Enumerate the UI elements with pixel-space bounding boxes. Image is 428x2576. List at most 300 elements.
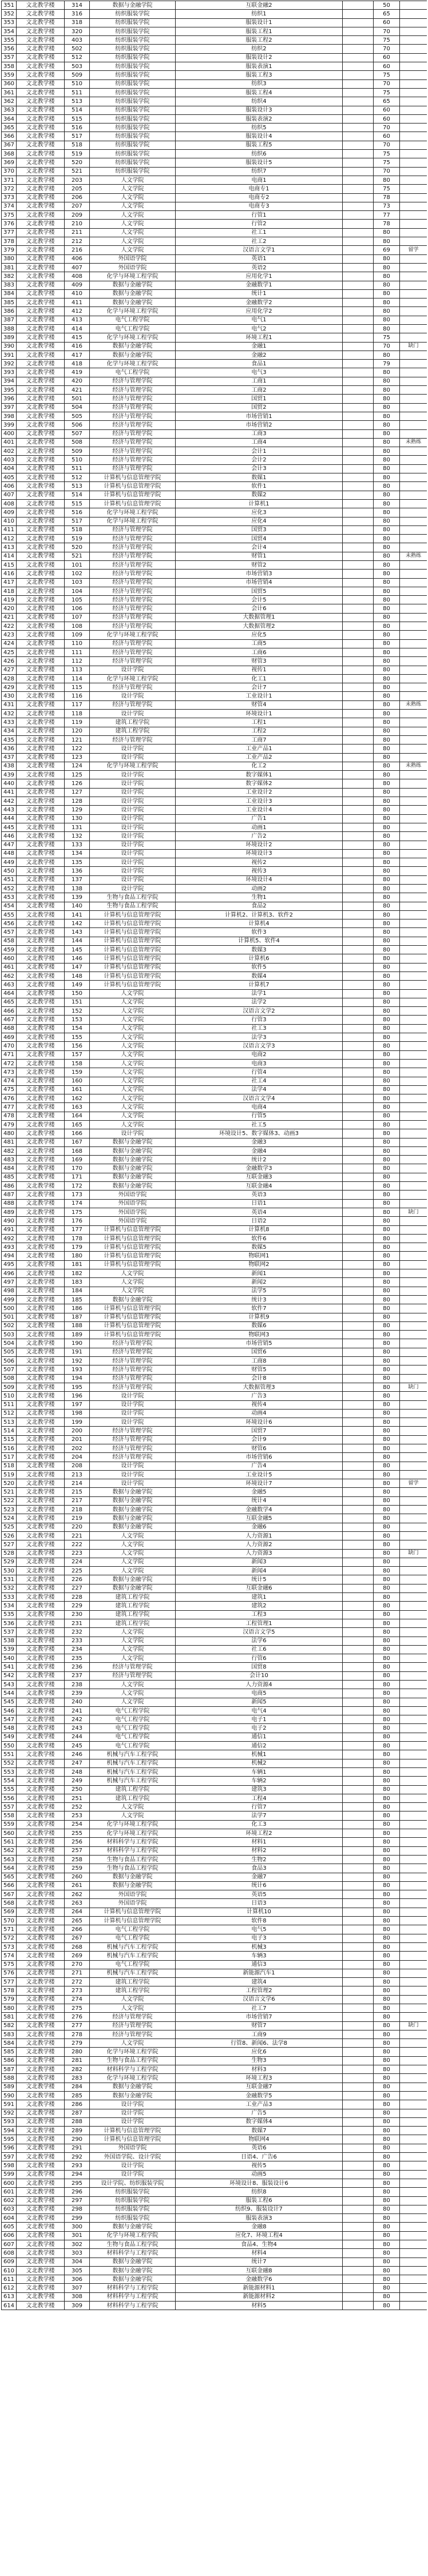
remark bbox=[400, 1470, 427, 1479]
blank-cell bbox=[343, 1610, 374, 1619]
student-count: 80 bbox=[374, 1890, 400, 1899]
table-row bbox=[2, 2258, 427, 2266]
exam-building: 文北教学楼 bbox=[17, 2179, 65, 2187]
row-index: 610 bbox=[2, 2266, 17, 2275]
table-row bbox=[2, 1523, 427, 1531]
room-number: 123 bbox=[65, 753, 90, 762]
room-number: 179 bbox=[65, 1243, 90, 1252]
row-index: 378 bbox=[2, 237, 17, 246]
class-name: 物联网2 bbox=[176, 1260, 343, 1269]
class-name: 法学5 bbox=[176, 1287, 343, 1295]
blank-cell bbox=[343, 1820, 374, 1829]
school-name: 数据与金融学院 bbox=[90, 2258, 176, 2266]
room-number: 269 bbox=[65, 1952, 90, 1960]
table-row bbox=[2, 360, 427, 368]
exam-building: 文北教学楼 bbox=[17, 1549, 65, 1558]
student-count: 80 bbox=[374, 1724, 400, 1733]
class-name: 汉语言文学3 bbox=[176, 1042, 343, 1050]
table-row bbox=[2, 1978, 427, 1986]
remark bbox=[400, 596, 427, 604]
exam-building: 文北教学楼 bbox=[17, 1506, 65, 1514]
remark bbox=[400, 1024, 427, 1033]
exam-building: 文北教学楼 bbox=[17, 438, 65, 447]
remark bbox=[400, 1016, 427, 1024]
class-name: 工程2 bbox=[176, 727, 343, 735]
school-name: 人文学院 bbox=[90, 1628, 176, 1637]
exam-building: 文北教学楼 bbox=[17, 2109, 65, 2117]
student-count: 80 bbox=[374, 2004, 400, 2012]
exam-building: 文北教学楼 bbox=[17, 1969, 65, 1977]
remark bbox=[400, 202, 427, 210]
class-name: 工程1 bbox=[176, 718, 343, 727]
exam-building: 文北教学楼 bbox=[17, 570, 65, 578]
blank-cell bbox=[343, 1908, 374, 1916]
row-index: 498 bbox=[2, 1287, 17, 1295]
class-name: 行管2 bbox=[176, 220, 343, 228]
remark bbox=[400, 1374, 427, 1383]
school-name: 外国语学院、设计学院 bbox=[90, 2153, 176, 2161]
exam-building: 文北教学楼 bbox=[17, 1881, 65, 1890]
exam-building: 文北教学楼 bbox=[17, 1042, 65, 1050]
table-row bbox=[2, 535, 427, 543]
room-number: 257 bbox=[65, 1846, 90, 1855]
room-number: 209 bbox=[65, 211, 90, 220]
school-name: 人文学院 bbox=[90, 176, 176, 184]
row-index: 488 bbox=[2, 1199, 17, 1208]
class-name: 应化6 bbox=[176, 2048, 343, 2056]
class-name: 工商2 bbox=[176, 386, 343, 395]
blank-cell bbox=[343, 1811, 374, 1820]
student-count: 80 bbox=[374, 1637, 400, 1645]
blank-cell bbox=[343, 1637, 374, 1645]
student-count: 80 bbox=[374, 1733, 400, 1741]
student-count: 80 bbox=[374, 928, 400, 937]
exam-building: 文北教学楼 bbox=[17, 622, 65, 631]
row-index: 454 bbox=[2, 902, 17, 910]
school-name: 设计学院 bbox=[90, 666, 176, 674]
class-name: 电气1 bbox=[176, 316, 343, 324]
student-count: 80 bbox=[374, 1269, 400, 1278]
row-index: 411 bbox=[2, 525, 17, 534]
room-number: 107 bbox=[65, 613, 90, 622]
row-index: 518 bbox=[2, 1462, 17, 1470]
school-name: 外国语学院 bbox=[90, 2144, 176, 2152]
remark bbox=[400, 1042, 427, 1050]
class-name: 互联金融3 bbox=[176, 1173, 343, 1181]
class-name: 视传1 bbox=[176, 666, 343, 674]
table-row bbox=[2, 71, 427, 79]
student-count: 80 bbox=[374, 2127, 400, 2135]
school-name: 设计学院 bbox=[90, 875, 176, 884]
row-index: 575 bbox=[2, 1960, 17, 1969]
row-index: 384 bbox=[2, 289, 17, 298]
roster-sheet bbox=[1, 1, 427, 2575]
remark bbox=[400, 298, 427, 307]
exam-building: 文北教学楼 bbox=[17, 1838, 65, 1846]
row-index: 536 bbox=[2, 1619, 17, 1627]
room-number: 255 bbox=[65, 1829, 90, 1838]
blank-cell bbox=[343, 849, 374, 858]
row-index: 592 bbox=[2, 2109, 17, 2117]
row-index: 521 bbox=[2, 1488, 17, 1496]
blank-cell bbox=[343, 1321, 374, 1330]
room-number: 515 bbox=[65, 114, 90, 123]
school-name: 人文学院 bbox=[90, 1995, 176, 2004]
school-name: 设计学院 bbox=[90, 797, 176, 806]
school-name: 设计学院 bbox=[90, 1409, 176, 1418]
remark bbox=[400, 578, 427, 587]
student-count: 80 bbox=[374, 1986, 400, 1995]
row-index: 404 bbox=[2, 464, 17, 473]
exam-building: 文北教学楼 bbox=[17, 753, 65, 762]
row-index: 441 bbox=[2, 788, 17, 797]
table-row bbox=[2, 1654, 427, 1663]
student-count: 80 bbox=[374, 1077, 400, 1085]
blank-cell bbox=[343, 1304, 374, 1313]
remark bbox=[400, 1803, 427, 1811]
table-row bbox=[2, 1593, 427, 1602]
table-row bbox=[2, 1462, 427, 1470]
row-index: 528 bbox=[2, 1549, 17, 1558]
room-number: 112 bbox=[65, 657, 90, 666]
exam-building: 文北教学楼 bbox=[17, 578, 65, 587]
table-row bbox=[2, 2091, 427, 2100]
table-row bbox=[2, 289, 427, 298]
student-count: 80 bbox=[374, 1567, 400, 1575]
school-name: 计算机与信息管理学院 bbox=[90, 1252, 176, 1260]
blank-cell bbox=[343, 1575, 374, 1584]
class-name: 服装设计4 bbox=[176, 132, 343, 141]
exam-building: 文北教学楼 bbox=[17, 333, 65, 342]
table-row bbox=[2, 604, 427, 613]
blank-cell bbox=[343, 2004, 374, 2012]
remark bbox=[400, 1409, 427, 1418]
student-count: 80 bbox=[374, 2249, 400, 2258]
remark bbox=[400, 543, 427, 552]
student-count: 80 bbox=[374, 2083, 400, 2091]
table-row bbox=[2, 1803, 427, 1811]
class-name: 新能源汽车1 bbox=[176, 1969, 343, 1977]
row-index: 427 bbox=[2, 666, 17, 674]
student-count: 80 bbox=[374, 525, 400, 534]
exam-building: 文北教学楼 bbox=[17, 499, 65, 508]
student-count: 80 bbox=[374, 2223, 400, 2231]
class-name: 环境设计1 bbox=[176, 710, 343, 718]
row-index: 375 bbox=[2, 211, 17, 220]
exam-building: 文北教学楼 bbox=[17, 482, 65, 491]
school-name: 设计学院 bbox=[90, 2117, 176, 2126]
table-row bbox=[2, 185, 427, 193]
blank-cell bbox=[343, 1777, 374, 1785]
room-number: 278 bbox=[65, 2030, 90, 2038]
remark bbox=[400, 106, 427, 114]
table-row bbox=[2, 316, 427, 324]
room-number: 172 bbox=[65, 1182, 90, 1191]
school-name: 设计学院 bbox=[90, 1400, 176, 1409]
exam-building: 文北教学楼 bbox=[17, 937, 65, 945]
student-count: 80 bbox=[374, 762, 400, 770]
table-row bbox=[2, 1969, 427, 1977]
room-number: 146 bbox=[65, 954, 90, 963]
exam-building: 文北教学楼 bbox=[17, 386, 65, 395]
room-number: 136 bbox=[65, 867, 90, 875]
school-name: 建筑工程学院 bbox=[90, 1602, 176, 1610]
school-name: 外国语学院 bbox=[90, 1890, 176, 1899]
room-number: 518 bbox=[65, 525, 90, 534]
room-number: 418 bbox=[65, 360, 90, 368]
room-number: 188 bbox=[65, 1321, 90, 1330]
remark bbox=[400, 849, 427, 858]
class-name: 建筑3 bbox=[176, 1785, 343, 1794]
table-row bbox=[2, 1016, 427, 1024]
row-index: 571 bbox=[2, 1925, 17, 1934]
exam-building: 文北教学楼 bbox=[17, 1952, 65, 1960]
remark: 未熟练 bbox=[400, 438, 427, 447]
exam-building: 文北教学楼 bbox=[17, 1820, 65, 1829]
table-row bbox=[2, 2074, 427, 2083]
row-index: 450 bbox=[2, 867, 17, 875]
remark bbox=[400, 88, 427, 97]
school-name: 材料科学与工程学院 bbox=[90, 2302, 176, 2310]
school-name: 人文学院 bbox=[90, 1549, 176, 1558]
exam-building: 文北教学楼 bbox=[17, 254, 65, 263]
table-row bbox=[2, 1873, 427, 1881]
school-name: 数据与金融学院 bbox=[90, 2266, 176, 2275]
class-name: 纺织7 bbox=[176, 167, 343, 176]
blank-cell bbox=[343, 1462, 374, 1470]
blank-cell bbox=[343, 561, 374, 570]
room-number: 512 bbox=[65, 473, 90, 482]
blank-cell bbox=[343, 124, 374, 132]
school-name: 纺织服装学院 bbox=[90, 124, 176, 132]
school-name: 数据与金融学院 bbox=[90, 1523, 176, 1531]
student-count: 80 bbox=[374, 1654, 400, 1663]
row-index: 407 bbox=[2, 491, 17, 499]
exam-building: 文北教学楼 bbox=[17, 316, 65, 324]
class-name: 环境设计3 bbox=[176, 849, 343, 858]
blank-cell bbox=[343, 2214, 374, 2223]
exam-building: 文北教学楼 bbox=[17, 473, 65, 482]
class-name: 新闻1 bbox=[176, 1269, 343, 1278]
room-number: 225 bbox=[65, 1567, 90, 1575]
row-index: 479 bbox=[2, 1121, 17, 1129]
table-row bbox=[2, 1558, 427, 1566]
table-row bbox=[2, 2214, 427, 2223]
class-name: 纺织5 bbox=[176, 124, 343, 132]
exam-building: 文北教学楼 bbox=[17, 525, 65, 534]
class-name: 国贸8 bbox=[176, 1663, 343, 1671]
row-index: 588 bbox=[2, 2074, 17, 2083]
student-count: 80 bbox=[374, 1785, 400, 1794]
room-number: 281 bbox=[65, 2056, 90, 2065]
student-count: 80 bbox=[374, 1698, 400, 1706]
table-row bbox=[2, 2249, 427, 2258]
student-count: 80 bbox=[374, 263, 400, 272]
school-name: 纺织服装学院 bbox=[90, 158, 176, 167]
row-index: 591 bbox=[2, 2100, 17, 2109]
row-index: 531 bbox=[2, 1575, 17, 1584]
room-number: 216 bbox=[65, 246, 90, 254]
table-row bbox=[2, 2284, 427, 2292]
school-name: 机械与汽车工程学院 bbox=[90, 1767, 176, 1776]
room-number: 237 bbox=[65, 1671, 90, 1680]
class-name: 财管2 bbox=[176, 561, 343, 570]
remark bbox=[400, 1488, 427, 1496]
remark bbox=[400, 289, 427, 298]
room-number: 166 bbox=[65, 1129, 90, 1138]
exam-building: 文北教学楼 bbox=[17, 596, 65, 604]
blank-cell bbox=[343, 674, 374, 683]
row-index: 365 bbox=[2, 124, 17, 132]
room-number: 232 bbox=[65, 1628, 90, 1637]
row-index: 417 bbox=[2, 578, 17, 587]
blank-cell bbox=[343, 403, 374, 412]
school-name: 人文学院 bbox=[90, 1121, 176, 1129]
row-index: 492 bbox=[2, 1234, 17, 1243]
table-row bbox=[2, 1243, 427, 1252]
room-number: 159 bbox=[65, 1068, 90, 1077]
room-number: 174 bbox=[65, 1199, 90, 1208]
room-number: 253 bbox=[65, 1811, 90, 1820]
room-number: 263 bbox=[65, 1899, 90, 1908]
exam-building: 文北教学楼 bbox=[17, 692, 65, 700]
remark bbox=[400, 788, 427, 797]
school-name: 经济与管理学院 bbox=[90, 403, 176, 412]
exam-building: 文北教学楼 bbox=[17, 1654, 65, 1663]
remark bbox=[400, 1593, 427, 1602]
table-row bbox=[2, 2030, 427, 2038]
blank-cell bbox=[343, 2100, 374, 2109]
school-name: 化学与环境工程学院 bbox=[90, 2048, 176, 2056]
room-number: 149 bbox=[65, 981, 90, 989]
remark bbox=[400, 517, 427, 525]
exam-building: 文北教学楼 bbox=[17, 2231, 65, 2240]
row-index: 516 bbox=[2, 1444, 17, 1452]
class-name: 互联金融7 bbox=[176, 2083, 343, 2091]
exam-building: 文北教学楼 bbox=[17, 718, 65, 727]
row-index: 373 bbox=[2, 193, 17, 202]
exam-building: 文北教学楼 bbox=[17, 1619, 65, 1627]
table-row bbox=[2, 700, 427, 709]
blank-cell bbox=[343, 1225, 374, 1234]
school-name: 经济与管理学院 bbox=[90, 1663, 176, 1671]
blank-cell bbox=[343, 324, 374, 333]
class-name: 物联网4 bbox=[176, 2135, 343, 2144]
school-name: 人文学院 bbox=[90, 220, 176, 228]
blank-cell bbox=[343, 1138, 374, 1146]
exam-building: 文北教学楼 bbox=[17, 875, 65, 884]
student-count: 80 bbox=[374, 237, 400, 246]
class-name: 电子2 bbox=[176, 1724, 343, 1733]
student-count: 80 bbox=[374, 272, 400, 281]
student-count: 80 bbox=[374, 464, 400, 473]
table-row bbox=[2, 2196, 427, 2205]
table-row bbox=[2, 412, 427, 420]
class-name: 电商专1 bbox=[176, 185, 343, 193]
student-count: 70 bbox=[374, 27, 400, 35]
student-count: 60 bbox=[374, 53, 400, 62]
class-name: 环境设计2 bbox=[176, 841, 343, 849]
table-row bbox=[2, 543, 427, 552]
remark bbox=[400, 2004, 427, 2012]
class-name: 计算机1 bbox=[176, 499, 343, 508]
student-count: 80 bbox=[374, 2153, 400, 2161]
class-name: 应化4 bbox=[176, 517, 343, 525]
remark bbox=[400, 263, 427, 272]
blank-cell bbox=[343, 1068, 374, 1077]
row-index: 440 bbox=[2, 779, 17, 788]
exam-building: 文北教学楼 bbox=[17, 141, 65, 149]
exam-building: 文北教学楼 bbox=[17, 1942, 65, 1951]
row-index: 499 bbox=[2, 1295, 17, 1304]
class-name: 市场营销6 bbox=[176, 1453, 343, 1462]
remark bbox=[400, 1681, 427, 1689]
exam-building: 文北教学楼 bbox=[17, 1146, 65, 1155]
school-name: 计算机与信息管理学院 bbox=[90, 981, 176, 989]
exam-building: 文北教学楼 bbox=[17, 1715, 65, 1724]
school-name: 人文学院 bbox=[90, 1645, 176, 1654]
school-name: 机械与汽车工程学院 bbox=[90, 1952, 176, 1960]
student-count: 80 bbox=[374, 1593, 400, 1602]
table-row bbox=[2, 324, 427, 333]
table-row bbox=[2, 333, 427, 342]
class-name: 市场营销1 bbox=[176, 412, 343, 420]
class-name: 金融7 bbox=[176, 1873, 343, 1881]
school-name: 经济与管理学院 bbox=[90, 657, 176, 666]
class-name: 金融1 bbox=[176, 342, 343, 351]
exam-building: 文北教学楼 bbox=[17, 1269, 65, 1278]
school-name: 纺织服装学院 bbox=[90, 36, 176, 45]
row-index: 523 bbox=[2, 1506, 17, 1514]
remark bbox=[400, 2030, 427, 2038]
remark bbox=[400, 2039, 427, 2048]
class-name: 社工4 bbox=[176, 1077, 343, 1085]
blank-cell bbox=[343, 972, 374, 980]
remark bbox=[400, 1934, 427, 1942]
exam-building: 文北教学楼 bbox=[17, 884, 65, 893]
student-count: 80 bbox=[374, 1995, 400, 2004]
student-count: 80 bbox=[374, 2056, 400, 2065]
school-name: 人文学院 bbox=[90, 2004, 176, 2012]
blank-cell bbox=[343, 1374, 374, 1383]
room-number: 139 bbox=[65, 893, 90, 902]
student-count: 80 bbox=[374, 552, 400, 560]
blank-cell bbox=[343, 141, 374, 149]
school-name: 数据与金融学院 bbox=[90, 1873, 176, 1881]
blank-cell bbox=[343, 150, 374, 158]
table-row bbox=[2, 53, 427, 62]
blank-cell bbox=[343, 2258, 374, 2266]
room-number: 297 bbox=[65, 2196, 90, 2205]
exam-building: 文北教学楼 bbox=[17, 2223, 65, 2231]
blank-cell bbox=[343, 97, 374, 106]
class-name: 新闻4 bbox=[176, 1567, 343, 1575]
class-name: 工程4 bbox=[176, 1794, 343, 1802]
row-index: 604 bbox=[2, 2214, 17, 2223]
class-name: 纺织2 bbox=[176, 45, 343, 53]
class-name: 工程管理2 bbox=[176, 1986, 343, 1995]
exam-building: 文北教学楼 bbox=[17, 1462, 65, 1470]
table-row bbox=[2, 1514, 427, 1523]
exam-building: 文北教学楼 bbox=[17, 132, 65, 141]
room-number: 516 bbox=[65, 508, 90, 517]
exam-building: 文北教学楼 bbox=[17, 1750, 65, 1759]
table-row bbox=[2, 631, 427, 639]
table-row bbox=[2, 1199, 427, 1208]
blank-cell bbox=[343, 1208, 374, 1216]
exam-building: 文北教学楼 bbox=[17, 79, 65, 88]
student-count: 80 bbox=[374, 228, 400, 237]
